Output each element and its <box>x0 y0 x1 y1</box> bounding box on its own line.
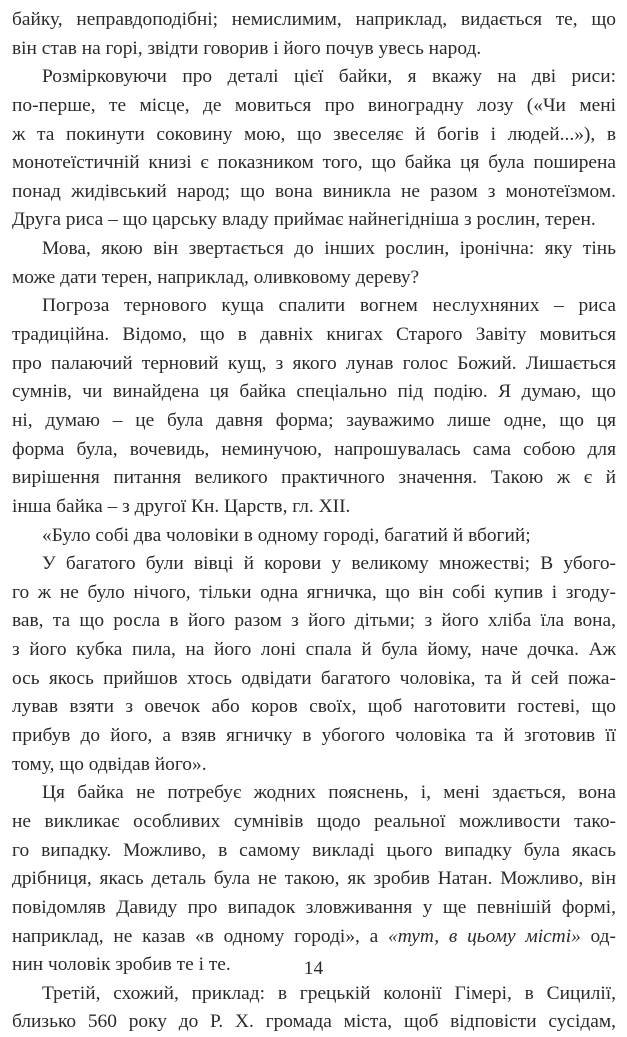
text-line: прибув до його, а взяв ягничку в убогого чоловіка та й зготовив її <box>12 725 616 747</box>
italic-text: «тут, в цьому місті» <box>388 925 581 947</box>
text-line: Друга риса – що царську владу приймає найнегідніша з рослин, терен. <box>12 209 596 231</box>
text-line: У багатого були вівці й корови у великому множестві; В убого- <box>42 553 616 575</box>
text-line: вирішення питання великого практичного значення. Такою ж є й <box>12 467 616 489</box>
text-line: Мова, якою він звертається до інших рослин, іронічна: яку тінь <box>42 238 616 260</box>
text-line: ні, думаю – це була давня форма; зауважимо лише одне, що ця <box>12 409 616 431</box>
text-line: повідомляв Давиду про випадок зловживання у ще певнішій формі, <box>12 896 616 918</box>
text-line: байку, неправдоподібні; немислимим, наприклад, видається те, що <box>12 9 616 30</box>
text-line: понад жидівський народ; що вона виникла не разом з монотеїзмом. <box>12 180 616 202</box>
text-line: по-перше, те місце, де мовиться про виноградну лозу («Чи мені <box>12 94 616 116</box>
text-line: не викликає особливих сумнівів щодо реальної можливости тако- <box>12 810 616 832</box>
text-line <box>12 923 616 952</box>
text-line: інша байка – з другої Кн. Царств, гл. XII. <box>12 495 351 517</box>
text-line: він став на горі, звідти говорив і його почув увесь народ. <box>12 37 482 59</box>
paragraph <box>12 522 616 551</box>
text-line: може дати терен, наприклад, оливковому дереву? <box>12 266 420 288</box>
text-line: про палаючий терновий кущ, з якого лунав голос Божий. Лишається <box>12 352 616 374</box>
page-number: 14 <box>303 958 324 979</box>
text-line: Погроза тернового куща спалити вогнем неслухняних – риса <box>42 295 616 317</box>
paragraph <box>12 292 616 521</box>
text-line: сумнів, чи винайдена ця байка спеціально під подію. Я думаю, що <box>12 381 616 403</box>
text-line: лував взяти з овечок або коров своїх, щоб наготовити гостеві, що <box>12 696 616 718</box>
text-segment: наприклад, не казав «в одному городі», а <box>12 925 388 947</box>
text-line: Ця байка не потребує жодних пояснень, і, мені здається, вона <box>42 782 616 804</box>
paragraph <box>12 550 616 779</box>
paragraph <box>12 6 616 63</box>
text-line: форма була, вочевидь, неминучою, напрошувалась сама собою для <box>12 438 616 460</box>
text-line: го випадку. Можливо, в самому викладі цього випадку була якась <box>12 839 616 861</box>
text-segment: од- <box>580 925 617 947</box>
text-line: дрібниця, якась деталь була не такою, як зробив Натан. Можливо, він <box>12 868 616 890</box>
paragraph <box>12 980 616 1037</box>
body-text <box>12 6 616 1037</box>
text-line: Розмірковуючи про деталі цієї байки, я вкажу на дві риси: <box>42 66 616 88</box>
text-line: нин чоловік зробив те і те. <box>12 954 231 976</box>
text-line: Третій, схожий, приклад: в грецькій колонії Гімері, в Сицилії, <box>42 982 616 1004</box>
text-line: традиційна. Відомо, що в давніх книгах Старого Завіту мовиться <box>12 324 616 346</box>
text-line: монотеїстичній книзі є показником того, що байка ця була поширена <box>12 152 616 174</box>
text-line: з його кубка пила, на його лоні спала й була йому, наче дочка. Аж <box>12 639 616 661</box>
text-line: ось якось прийшов хтось одвідати багатого чоловіка, та й сей пожа- <box>12 667 616 689</box>
text-line: тому, що одвідав його». <box>12 753 207 775</box>
paragraph <box>12 779 616 979</box>
paragraph <box>12 63 616 235</box>
text-line: вав, та що росла в його разом з його дітьми; з його хліба їла вона, <box>12 610 616 632</box>
paragraph <box>12 235 616 292</box>
text-line: ж та покинути соковину мою, що звеселяє й богів і людей...»), в <box>12 123 616 145</box>
text-line: «Було собі два чоловіки в одному городі, багатий й вбогий; <box>42 524 531 546</box>
text-line: го ж не було нічого, тільки одна ягничка, що він собі купив і згоду- <box>12 581 616 603</box>
text-line: близько 560 року до Р. Х. громада міста, щоб відповісти сусідам, <box>12 1011 616 1033</box>
